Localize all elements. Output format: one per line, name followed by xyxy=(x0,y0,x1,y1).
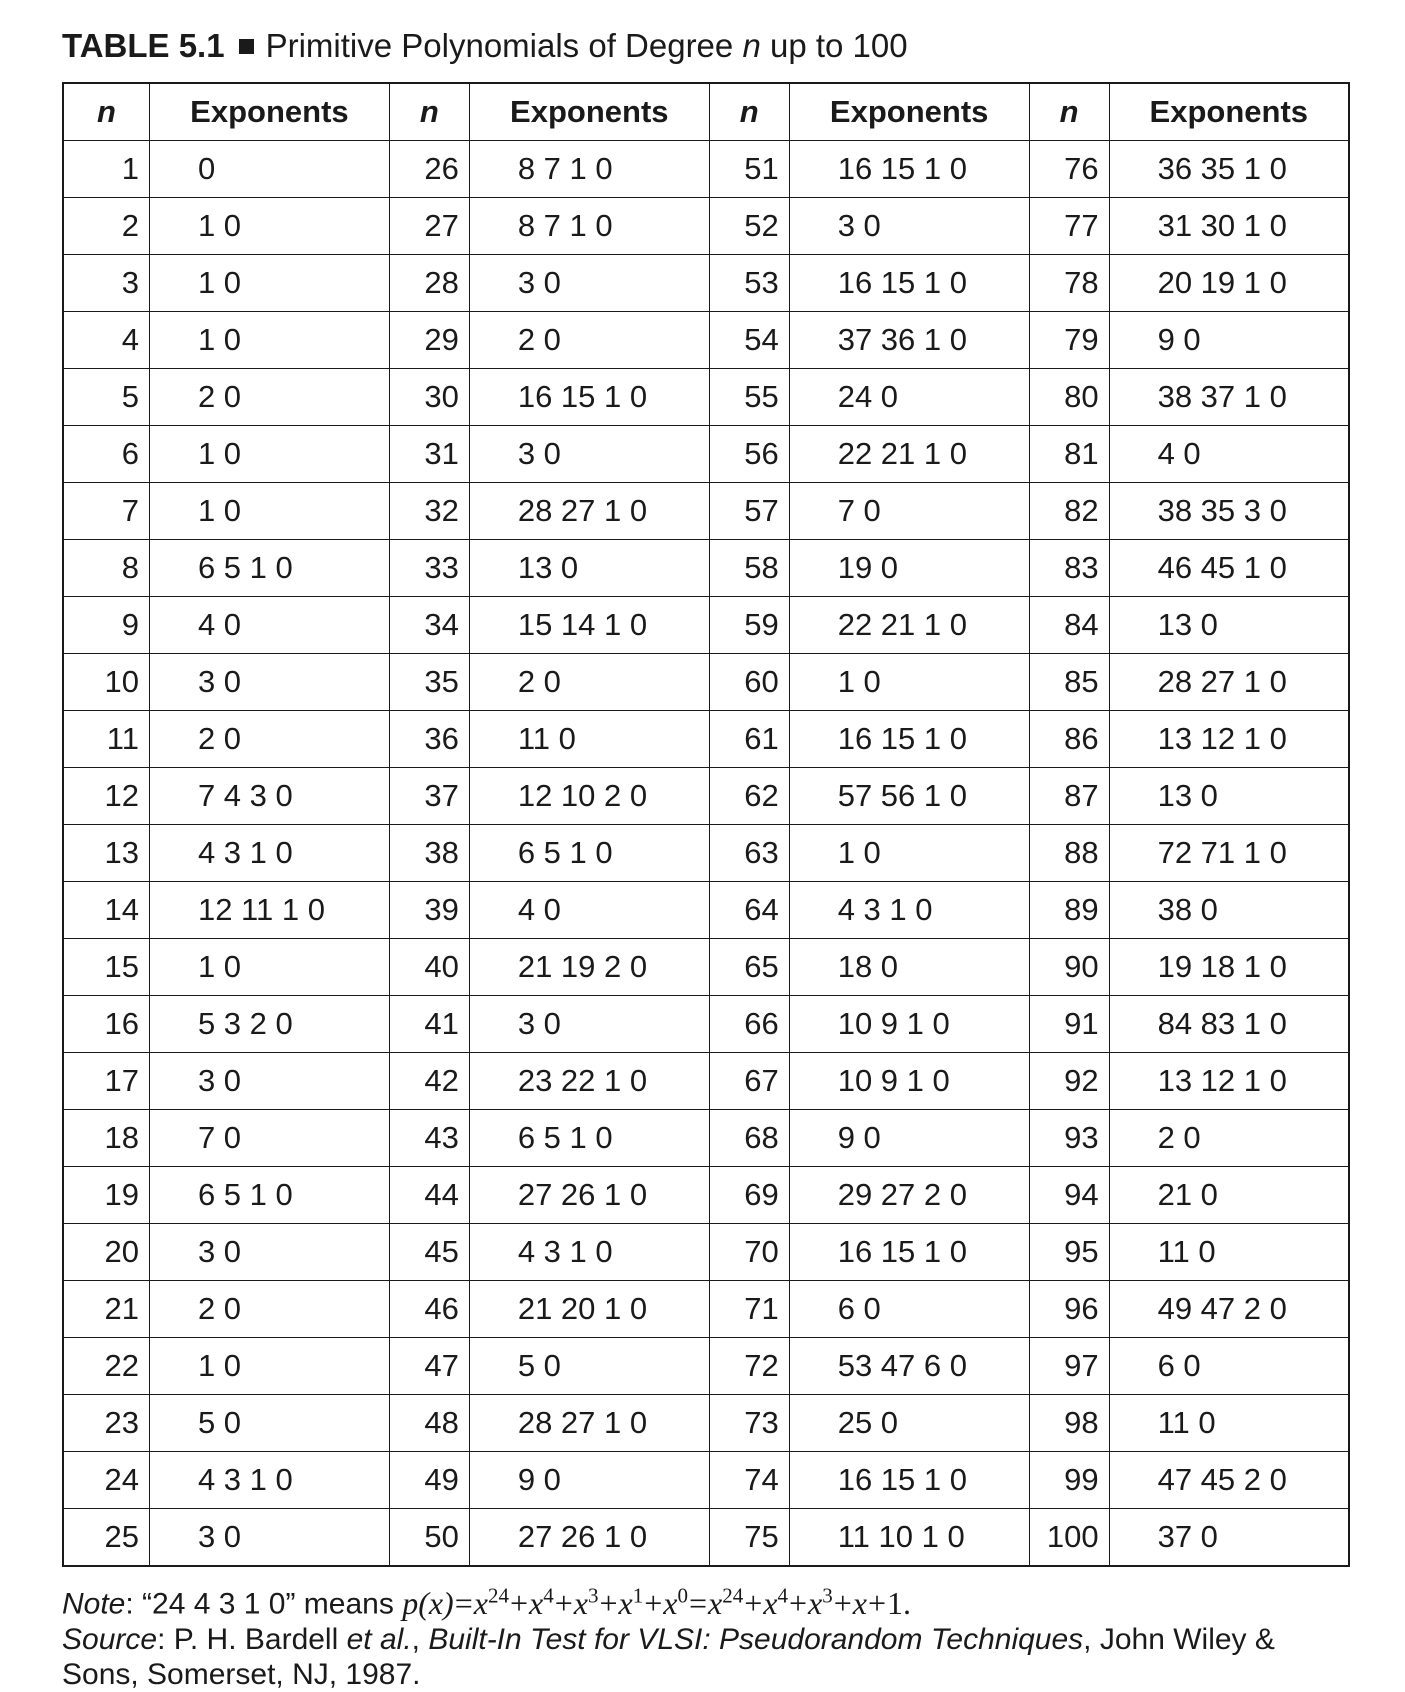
degree-cell: 76 xyxy=(1029,141,1109,198)
primitive-polynomials-table xyxy=(62,82,1350,1567)
degree-cell: 18 xyxy=(63,1110,149,1167)
header-exponents: Exponents xyxy=(149,83,389,141)
table-row xyxy=(63,198,1349,255)
degree-cell: 68 xyxy=(709,1110,789,1167)
degree-cell: 19 xyxy=(63,1167,149,1224)
degree-cell: 31 xyxy=(389,426,469,483)
exponents-cell: 13 0 xyxy=(1109,768,1349,825)
degree-cell: 78 xyxy=(1029,255,1109,312)
degree-cell: 28 xyxy=(389,255,469,312)
degree-cell: 65 xyxy=(709,939,789,996)
polynomial-expression: $p(x)=x^{24}+x^4+x^3+x^1+x^0=x^{24}+x^4+x^3+x+1$. xyxy=(402,1583,911,1621)
degree-cell: 52 xyxy=(709,198,789,255)
exponents-cell: 36 35 1 0 xyxy=(1109,141,1349,198)
exponents-cell: 18 0 xyxy=(789,939,1029,996)
degree-cell: 6 xyxy=(63,426,149,483)
exponents-cell: 2 0 xyxy=(1109,1110,1349,1167)
exponents-cell: 6 5 1 0 xyxy=(149,1167,389,1224)
degree-cell: 74 xyxy=(709,1452,789,1509)
degree-cell: 46 xyxy=(389,1281,469,1338)
degree-cell: 70 xyxy=(709,1224,789,1281)
exponents-cell: 5 0 xyxy=(469,1338,709,1395)
degree-cell: 99 xyxy=(1029,1452,1109,1509)
degree-cell: 77 xyxy=(1029,198,1109,255)
table-row xyxy=(63,768,1349,825)
table-caption xyxy=(62,26,908,66)
exponents-cell: 3 0 xyxy=(149,654,389,711)
exponents-cell: 13 12 1 0 xyxy=(1109,711,1349,768)
exponents-cell: 16 15 1 0 xyxy=(789,1224,1029,1281)
degree-cell: 37 xyxy=(389,768,469,825)
table-row xyxy=(63,1395,1349,1452)
exponents-cell: 7 4 3 0 xyxy=(149,768,389,825)
table-row xyxy=(63,996,1349,1053)
exponents-cell: 3 0 xyxy=(149,1224,389,1281)
exponents-cell: 2 0 xyxy=(469,654,709,711)
exponents-cell: 13 12 1 0 xyxy=(1109,1053,1349,1110)
degree-cell: 90 xyxy=(1029,939,1109,996)
exponents-cell: 16 15 1 0 xyxy=(789,711,1029,768)
degree-cell: 24 xyxy=(63,1452,149,1509)
degree-cell: 54 xyxy=(709,312,789,369)
exponents-cell: 19 0 xyxy=(789,540,1029,597)
degree-cell: 21 xyxy=(63,1281,149,1338)
exponents-cell: 28 27 1 0 xyxy=(469,1395,709,1452)
degree-cell: 30 xyxy=(389,369,469,426)
degree-cell: 26 xyxy=(389,141,469,198)
table-row xyxy=(63,1509,1349,1567)
degree-cell: 80 xyxy=(1029,369,1109,426)
table-row xyxy=(63,1167,1349,1224)
table-row xyxy=(63,939,1349,996)
degree-cell: 79 xyxy=(1029,312,1109,369)
degree-cell: 94 xyxy=(1029,1167,1109,1224)
degree-cell: 16 xyxy=(63,996,149,1053)
exponents-cell: 4 0 xyxy=(149,597,389,654)
table-notes xyxy=(62,1578,1362,1692)
exponents-cell: 5 3 2 0 xyxy=(149,996,389,1053)
exponents-cell: 2 0 xyxy=(149,369,389,426)
degree-cell: 82 xyxy=(1029,483,1109,540)
exponents-cell: 21 20 1 0 xyxy=(469,1281,709,1338)
degree-cell: 48 xyxy=(389,1395,469,1452)
degree-cell: 42 xyxy=(389,1053,469,1110)
table-row xyxy=(63,1224,1349,1281)
degree-cell: 53 xyxy=(709,255,789,312)
table-row xyxy=(63,1110,1349,1167)
exponents-cell: 23 22 1 0 xyxy=(469,1053,709,1110)
header-n: n xyxy=(709,83,789,141)
table-row xyxy=(63,654,1349,711)
degree-cell: 59 xyxy=(709,597,789,654)
degree-cell: 55 xyxy=(709,369,789,426)
degree-cell: 20 xyxy=(63,1224,149,1281)
degree-cell: 36 xyxy=(389,711,469,768)
degree-cell: 73 xyxy=(709,1395,789,1452)
header-exponents: Exponents xyxy=(469,83,709,141)
degree-cell: 47 xyxy=(389,1338,469,1395)
exponents-cell: 22 21 1 0 xyxy=(789,426,1029,483)
exponents-cell: 1 0 xyxy=(149,483,389,540)
degree-cell: 69 xyxy=(709,1167,789,1224)
exponents-cell: 9 0 xyxy=(1109,312,1349,369)
exponents-cell: 12 10 2 0 xyxy=(469,768,709,825)
degree-cell: 32 xyxy=(389,483,469,540)
exponents-cell: 10 9 1 0 xyxy=(789,1053,1029,1110)
exponents-cell: 28 27 1 0 xyxy=(1109,654,1349,711)
degree-cell: 23 xyxy=(63,1395,149,1452)
exponents-cell: 31 30 1 0 xyxy=(1109,198,1349,255)
exponents-cell: 21 19 2 0 xyxy=(469,939,709,996)
exponents-cell: 4 0 xyxy=(1109,426,1349,483)
degree-cell: 39 xyxy=(389,882,469,939)
exponents-cell: 1 0 xyxy=(149,198,389,255)
exponents-cell: 46 45 1 0 xyxy=(1109,540,1349,597)
degree-cell: 50 xyxy=(389,1509,469,1567)
degree-cell: 17 xyxy=(63,1053,149,1110)
exponents-cell: 15 14 1 0 xyxy=(469,597,709,654)
exponents-cell: 6 5 1 0 xyxy=(149,540,389,597)
header-exponents: Exponents xyxy=(789,83,1029,141)
degree-cell: 35 xyxy=(389,654,469,711)
degree-cell: 58 xyxy=(709,540,789,597)
table-row xyxy=(63,882,1349,939)
exponents-cell: 4 3 1 0 xyxy=(469,1224,709,1281)
table-row xyxy=(63,483,1349,540)
header-n: n xyxy=(1029,83,1109,141)
exponents-cell: 2 0 xyxy=(149,711,389,768)
degree-cell: 88 xyxy=(1029,825,1109,882)
exponents-cell: 8 7 1 0 xyxy=(469,198,709,255)
table-title: Primitive Polynomials of Degree n up to 100 xyxy=(265,27,908,64)
degree-cell: 62 xyxy=(709,768,789,825)
degree-cell: 2 xyxy=(63,198,149,255)
degree-cell: 56 xyxy=(709,426,789,483)
exponents-cell: 84 83 1 0 xyxy=(1109,996,1349,1053)
square-bullet-icon xyxy=(239,39,254,54)
degree-cell: 25 xyxy=(63,1509,149,1567)
exponents-cell: 1 0 xyxy=(149,255,389,312)
degree-cell: 92 xyxy=(1029,1053,1109,1110)
degree-cell: 71 xyxy=(709,1281,789,1338)
exponents-cell: 6 0 xyxy=(1109,1338,1349,1395)
degree-cell: 14 xyxy=(63,882,149,939)
source-book-title: Built-In Test for VLSI: Pseudorandom Techniques xyxy=(428,1622,1084,1656)
exponents-cell: 72 71 1 0 xyxy=(1109,825,1349,882)
exponents-cell: 9 0 xyxy=(789,1110,1029,1167)
degree-cell: 97 xyxy=(1029,1338,1109,1395)
degree-cell: 12 xyxy=(63,768,149,825)
table-row xyxy=(63,711,1349,768)
exponents-cell: 20 19 1 0 xyxy=(1109,255,1349,312)
header-exponents: Exponents xyxy=(1109,83,1349,141)
degree-cell: 45 xyxy=(389,1224,469,1281)
exponents-cell: 6 5 1 0 xyxy=(469,1110,709,1167)
exponents-cell: 11 0 xyxy=(1109,1395,1349,1452)
degree-cell: 44 xyxy=(389,1167,469,1224)
degree-cell: 51 xyxy=(709,141,789,198)
degree-cell: 63 xyxy=(709,825,789,882)
degree-cell: 93 xyxy=(1029,1110,1109,1167)
table-row xyxy=(63,1053,1349,1110)
exponents-cell: 6 0 xyxy=(789,1281,1029,1338)
exponents-cell: 37 36 1 0 xyxy=(789,312,1029,369)
exponents-cell: 1 0 xyxy=(149,426,389,483)
exponents-cell: 38 0 xyxy=(1109,882,1349,939)
exponents-cell: 0 xyxy=(149,141,389,198)
exponents-cell: 21 0 xyxy=(1109,1167,1349,1224)
exponents-cell: 4 3 1 0 xyxy=(149,1452,389,1509)
degree-cell: 49 xyxy=(389,1452,469,1509)
table-row xyxy=(63,1452,1349,1509)
exponents-cell: 16 15 1 0 xyxy=(469,369,709,426)
degree-cell: 57 xyxy=(709,483,789,540)
exponents-cell: 53 47 6 0 xyxy=(789,1338,1029,1395)
source-line-2: Sons, Somerset, NJ, 1987. xyxy=(62,1657,421,1691)
exponents-cell: 9 0 xyxy=(469,1452,709,1509)
exponents-cell: 13 0 xyxy=(469,540,709,597)
exponents-cell: 11 0 xyxy=(1109,1224,1349,1281)
note-line: Note: “24 4 3 1 0” means $p(x)=x^{24}+x^4+x^3+x^1+x^0=x^{24}+x^4+x^3+x+1$. xyxy=(62,1583,911,1621)
exponents-cell: 6 5 1 0 xyxy=(469,825,709,882)
table-row xyxy=(63,369,1349,426)
exponents-cell: 49 47 2 0 xyxy=(1109,1281,1349,1338)
exponents-cell: 19 18 1 0 xyxy=(1109,939,1349,996)
degree-cell: 81 xyxy=(1029,426,1109,483)
table-number: TABLE 5.1 xyxy=(62,27,225,64)
degree-cell: 86 xyxy=(1029,711,1109,768)
exponents-cell: 7 0 xyxy=(149,1110,389,1167)
degree-cell: 43 xyxy=(389,1110,469,1167)
table-body xyxy=(63,141,1349,1567)
exponents-cell: 12 11 1 0 xyxy=(149,882,389,939)
exponents-cell: 27 26 1 0 xyxy=(469,1167,709,1224)
degree-cell: 3 xyxy=(63,255,149,312)
exponents-cell: 28 27 1 0 xyxy=(469,483,709,540)
table-row xyxy=(63,141,1349,198)
exponents-cell: 8 7 1 0 xyxy=(469,141,709,198)
exponents-cell: 1 0 xyxy=(789,825,1029,882)
exponents-cell: 24 0 xyxy=(789,369,1029,426)
degree-cell: 5 xyxy=(63,369,149,426)
degree-cell: 84 xyxy=(1029,597,1109,654)
table-header-row xyxy=(63,83,1349,141)
exponents-cell: 37 0 xyxy=(1109,1509,1349,1567)
exponents-cell: 27 26 1 0 xyxy=(469,1509,709,1567)
exponents-cell: 3 0 xyxy=(789,198,1029,255)
degree-cell: 40 xyxy=(389,939,469,996)
degree-cell: 98 xyxy=(1029,1395,1109,1452)
degree-cell: 27 xyxy=(389,198,469,255)
exponents-cell: 1 0 xyxy=(789,654,1029,711)
degree-cell: 8 xyxy=(63,540,149,597)
degree-cell: 38 xyxy=(389,825,469,882)
degree-cell: 9 xyxy=(63,597,149,654)
exponents-cell: 3 0 xyxy=(469,996,709,1053)
degree-cell: 95 xyxy=(1029,1224,1109,1281)
header-n: n xyxy=(389,83,469,141)
degree-cell: 7 xyxy=(63,483,149,540)
degree-cell: 83 xyxy=(1029,540,1109,597)
exponents-cell: 4 3 1 0 xyxy=(149,825,389,882)
table-row xyxy=(63,1338,1349,1395)
degree-cell: 60 xyxy=(709,654,789,711)
degree-cell: 1 xyxy=(63,141,149,198)
degree-cell: 67 xyxy=(709,1053,789,1110)
exponents-cell: 7 0 xyxy=(789,483,1029,540)
degree-cell: 96 xyxy=(1029,1281,1109,1338)
degree-cell: 11 xyxy=(63,711,149,768)
exponents-cell: 13 0 xyxy=(1109,597,1349,654)
degree-cell: 10 xyxy=(63,654,149,711)
exponents-cell: 11 0 xyxy=(469,711,709,768)
exponents-cell: 3 0 xyxy=(469,426,709,483)
table-row xyxy=(63,426,1349,483)
exponents-cell: 4 3 1 0 xyxy=(789,882,1029,939)
exponents-cell: 29 27 2 0 xyxy=(789,1167,1029,1224)
header-n: n xyxy=(63,83,149,141)
degree-cell: 13 xyxy=(63,825,149,882)
degree-cell: 72 xyxy=(709,1338,789,1395)
exponents-cell: 2 0 xyxy=(149,1281,389,1338)
table-row xyxy=(63,1281,1349,1338)
degree-cell: 64 xyxy=(709,882,789,939)
exponents-cell: 3 0 xyxy=(149,1509,389,1567)
exponents-cell: 3 0 xyxy=(469,255,709,312)
table-row xyxy=(63,597,1349,654)
degree-cell: 33 xyxy=(389,540,469,597)
exponents-cell: 38 35 3 0 xyxy=(1109,483,1349,540)
degree-cell: 91 xyxy=(1029,996,1109,1053)
exponents-cell: 11 10 1 0 xyxy=(789,1509,1029,1567)
exponents-cell: 47 45 2 0 xyxy=(1109,1452,1349,1509)
source-line: Source: P. H. Bardell et al., Built-In Test for VLSI: Pseudorandom Techniques, John Wiley & xyxy=(62,1622,1275,1656)
exponents-cell: 4 0 xyxy=(469,882,709,939)
exponents-cell: 22 21 1 0 xyxy=(789,597,1029,654)
exponents-cell: 16 15 1 0 xyxy=(789,255,1029,312)
exponents-cell: 16 15 1 0 xyxy=(789,1452,1029,1509)
degree-cell: 75 xyxy=(709,1509,789,1567)
exponents-cell: 16 15 1 0 xyxy=(789,141,1029,198)
exponents-cell: 5 0 xyxy=(149,1395,389,1452)
degree-cell: 87 xyxy=(1029,768,1109,825)
exponents-cell: 25 0 xyxy=(789,1395,1029,1452)
table-row xyxy=(63,825,1349,882)
degree-cell: 61 xyxy=(709,711,789,768)
degree-cell: 15 xyxy=(63,939,149,996)
degree-cell: 22 xyxy=(63,1338,149,1395)
degree-cell: 66 xyxy=(709,996,789,1053)
table-row xyxy=(63,312,1349,369)
degree-cell: 85 xyxy=(1029,654,1109,711)
degree-cell: 4 xyxy=(63,312,149,369)
exponents-cell: 3 0 xyxy=(149,1053,389,1110)
table-row xyxy=(63,540,1349,597)
degree-cell: 34 xyxy=(389,597,469,654)
degree-cell: 29 xyxy=(389,312,469,369)
exponents-cell: 10 9 1 0 xyxy=(789,996,1029,1053)
exponents-cell: 1 0 xyxy=(149,312,389,369)
exponents-cell: 57 56 1 0 xyxy=(789,768,1029,825)
table-row xyxy=(63,255,1349,312)
exponents-cell: 1 0 xyxy=(149,1338,389,1395)
degree-cell: 100 xyxy=(1029,1509,1109,1567)
exponents-cell: 1 0 xyxy=(149,939,389,996)
exponents-cell: 2 0 xyxy=(469,312,709,369)
exponents-cell: 38 37 1 0 xyxy=(1109,369,1349,426)
degree-cell: 41 xyxy=(389,996,469,1053)
degree-cell: 89 xyxy=(1029,882,1109,939)
